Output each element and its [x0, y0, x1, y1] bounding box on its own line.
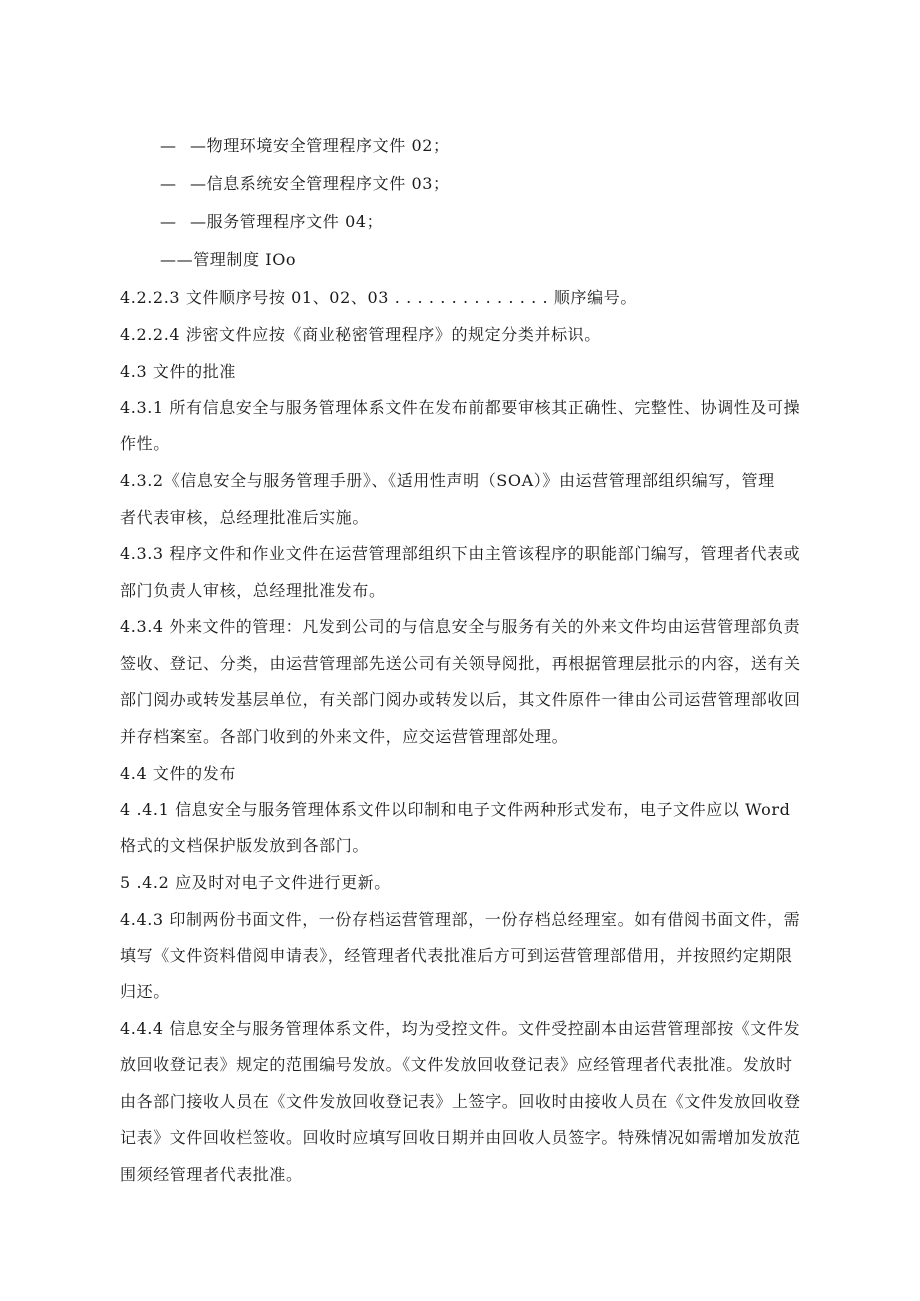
- list-dash: —: [160, 174, 177, 193]
- list-item-text: —物理环境安全管理程序文件 02；: [190, 136, 450, 155]
- text-line: 4.2.2.3 文件顺序号按 01、02、03 . . . . . . . . . . . . . . 顺序编号。: [120, 288, 637, 307]
- text-line: 并存档案室。各部门收到的外来文件，应交运营管理部处理。: [120, 727, 569, 746]
- text-line: 部门阅办或转发基层单位，有关部门阅办或转发以后，其文件原件一律由公司运营管理部收回: [120, 690, 801, 709]
- text-line: 者代表审核，总经理批准后实施。: [120, 508, 370, 527]
- text-line: 围须经管理者代表批准。: [120, 1165, 303, 1184]
- list-item: [160, 250, 860, 270]
- text-line: 4.4.4 信息安全与服务管理体系文件，均为受控文件。文件受控副本由运营管理部按《文件发: [120, 1019, 801, 1038]
- list-item-text: ——管理制度 IOo: [160, 250, 297, 269]
- text-line: 4.3.2《信息安全与服务管理手册》、《适用性声明（SOA）》由运营管理部组织编写，管理: [120, 471, 775, 490]
- text-line: 由各部门接收人员在《文件发放回收登记表》上签字。回收时由接收人员在《文件发放回收登: [120, 1092, 801, 1111]
- list-dash: —: [160, 136, 177, 155]
- text-line: 4 .4.1 信息安全与服务管理体系文件以印制和电子文件两种形式发布，电子文件应以 Word: [120, 800, 791, 819]
- text-line: 5 .4.2 应及时对电子文件进行更新。: [120, 873, 391, 892]
- list-item-text: —信息系统安全管理程序文件 03；: [190, 174, 450, 193]
- list-item: [160, 136, 860, 156]
- text-line: 4.2.2.4 涉密文件应按《商业秘密管理程序》的规定分类并标识。: [120, 325, 601, 344]
- list-item: [160, 212, 860, 232]
- list-item: [160, 174, 860, 194]
- section-heading: 4.4 文件的发布: [120, 764, 236, 783]
- text-line: 签收、登记、分类，由运营管理部先送公司有关领导阅批，再根据管理层批示的内容，送有关: [120, 654, 801, 673]
- text-line: 部门负责人审核，总经理批准发布。: [120, 581, 386, 600]
- text-line: 放回收登记表》规定的范围编号发放。《文件发放回收登记表》应经管理者代表批准。发放时: [120, 1055, 793, 1074]
- text-line: 4.3.1 所有信息安全与服务管理体系文件在发布前都要审核其正确性、完整性、协调性及可操: [120, 398, 801, 417]
- text-line: 4.4.3 印制两份书面文件，一份存档运营管理部，一份存档总经理室。如有借阅书面文件，需: [120, 910, 801, 929]
- text-line: 作性。: [120, 434, 170, 453]
- text-line: 4.3.4 外来文件的管理：凡发到公司的与信息安全与服务有关的外来文件均由运营管理部负责: [120, 617, 801, 636]
- list-dash: —: [160, 212, 177, 231]
- text-line: 4.3.3 程序文件和作业文件在运营管理部组织下由主管该程序的职能部门编写，管理者代表或: [120, 544, 801, 563]
- list-item-text: —服务管理程序文件 04；: [190, 212, 384, 231]
- text-line: 记表》文件回收栏签收。回收时应填写回收日期并由回收人员签字。特殊情况如需增加发放范: [120, 1128, 801, 1147]
- section-heading: 4.3 文件的批准: [120, 362, 236, 381]
- text-line: 格式的文档保护版发放到各部门。: [120, 836, 370, 855]
- text-line: 填写《文件资料借阅申请表》，经管理者代表批准后方可到运营管理部借用，并按照约定期限: [120, 946, 793, 965]
- text-line: 归还。: [120, 982, 170, 1001]
